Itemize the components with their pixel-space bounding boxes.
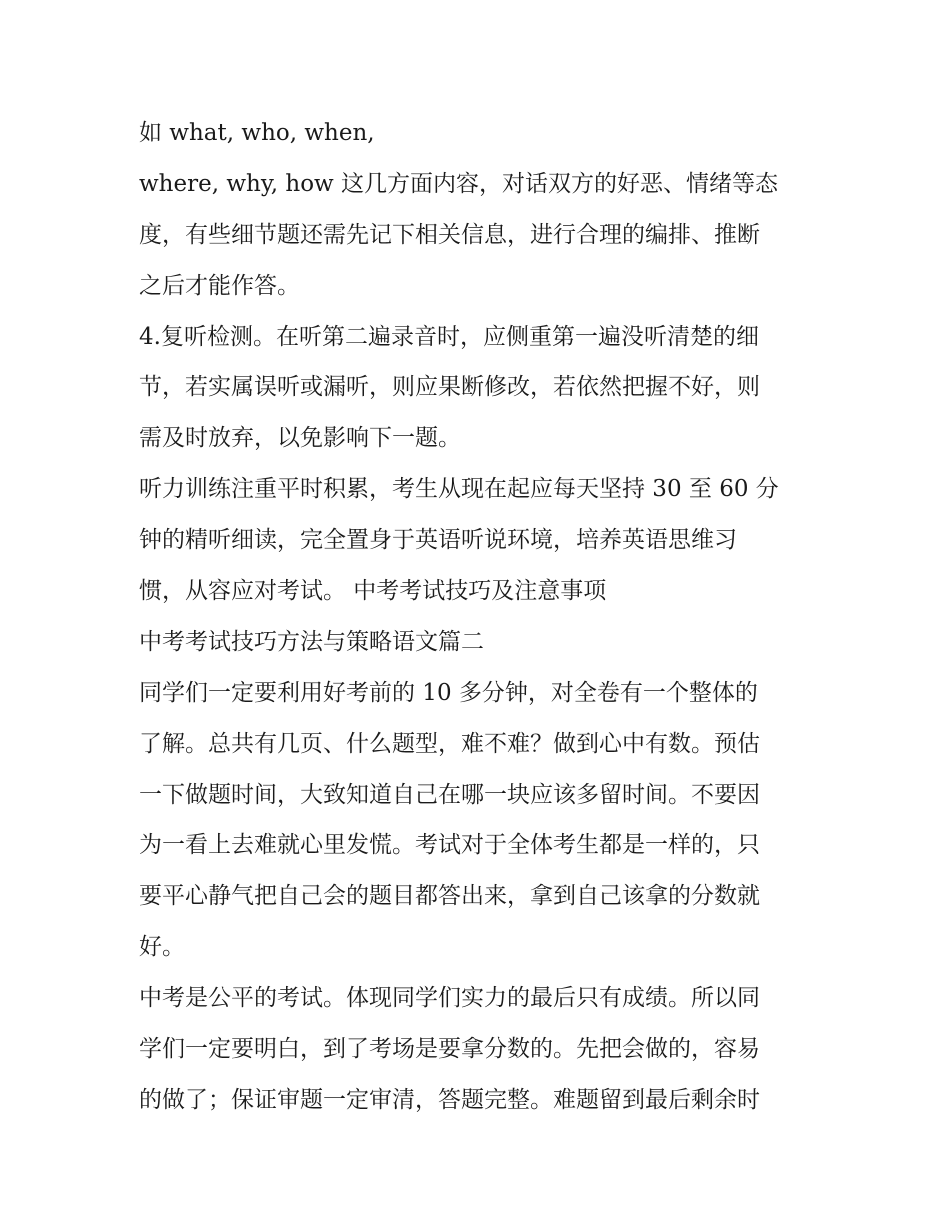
text-line: 钟的精听细读，完全置身于英语听说环境，培养英语思维习 [139,527,737,554]
text-line: 要平心静气把自己会的题目都答出来，拿到自己该拿的分数就 [139,883,760,910]
text-line: 如 what, who, when, [139,120,375,146]
text-line: 听力训练注重平时积累，考生从现在起应每天坚持 30 至 60 分 [139,476,779,503]
text-line: 需及时放弃，以免影响下一题。 [139,425,461,452]
text-line: 同学们一定要利用好考前的 10 多分钟，对全卷有一个整体的 [139,679,758,706]
text-line: 惯，从容应对考试。 中考考试技巧及注意事项 [139,578,607,605]
text-line: 学们一定要明白，到了考场是要拿分数的。先把会做的，容易 [139,1036,760,1063]
text-line: 中考是公平的考试。体现同学们实力的最后只有成绩。所以同 [139,985,760,1012]
text-line: 之后才能作答。 [139,272,300,299]
text-line: where, why, how 这几方面内容，对话双方的好恶、情绪等态 [139,170,779,197]
text-line: 4.复听检测。在听第二遍录音时，应侧重第一遍没听清楚的细 [139,323,759,350]
text-line: 好。 [139,934,185,961]
text-line: 度，有些细节题还需先记下相关信息，进行合理的编排、推断 [139,221,760,248]
document-body [139,108,819,1126]
text-line: 了解。总共有几页、什么题型，难不难？做到心中有数。预估 [139,730,760,757]
text-line: 一下做题时间，大致知道自己在哪一块应该多留时间。不要因 [139,781,760,808]
text-line: 中考考试技巧方法与策略语文篇二 [139,628,484,655]
text-line: 节，若实属误听或漏听，则应果断修改，若依然把握不好，则 [139,374,760,401]
text-line: 为一看上去难就心里发慌。考试对于全体考生都是一样的，只 [139,832,760,859]
text-line: 的做了；保证审题一定审清，答题完整。难题留到最后剩余时 [139,1086,760,1113]
